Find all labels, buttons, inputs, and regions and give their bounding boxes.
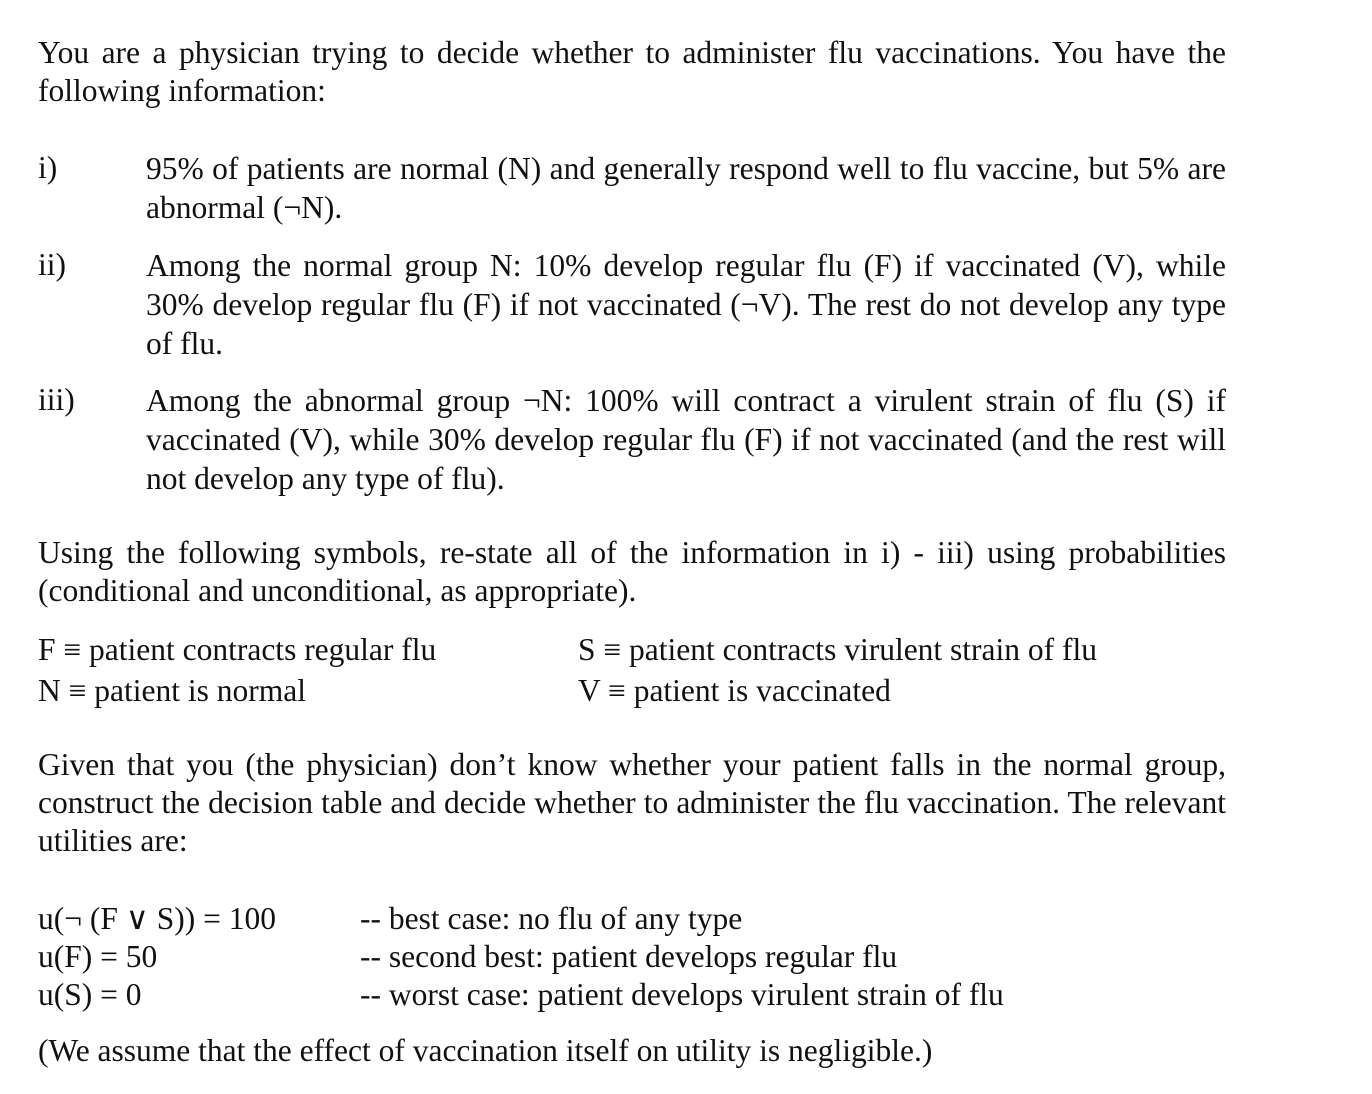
utility-desc-worst: -- worst case: patient develops virulent strain of flu	[360, 977, 1004, 1012]
item-number-3: iii)	[38, 382, 75, 417]
symbol-V-definition: V ≡ patient is vaccinated	[578, 673, 891, 708]
item-text-2: Among the normal group N: 10% develop regular flu (F) if vaccinated (V), while 30% develop regular flu (F) if not vaccinated (¬V). The rest do not develop any type of flu.	[146, 248, 1226, 361]
utility-expr-best: u(¬ (F ∨ S)) = 100	[38, 901, 276, 936]
utility-expr-worst: u(S) = 0	[38, 977, 142, 1012]
item-text-1: 95% of patients are normal (N) and generally respond well to flu vaccine, but 5% are abnormal (¬N).	[146, 151, 1226, 225]
symbol-S-definition: S ≡ patient contracts virulent strain of flu	[578, 632, 1098, 667]
instruction-paragraph: Using the following symbols, re-state all of the information in i) - iii) using probabilities (conditional and unconditional, as appropriate).	[38, 535, 1226, 608]
assumption-note: (We assume that the effect of vaccination itself on utility is negligible.)	[38, 1033, 933, 1068]
item-number-1: i)	[38, 150, 58, 185]
item-text-3: Among the abnormal group ¬N: 100% will contract a virulent strain of flu (S) if vaccinated (V), while 30% develop regular flu (F) if not vaccinated (and the rest will not develop any type of flu).	[146, 383, 1226, 496]
item-number-2: ii)	[38, 247, 66, 282]
utility-desc-best: -- best case: no flu of any type	[360, 901, 743, 936]
utility-expr-second: u(F) = 50	[38, 939, 158, 974]
utility-desc-second: -- second best: patient develops regular flu	[360, 939, 898, 974]
symbol-N-definition: N ≡ patient is normal	[38, 673, 306, 708]
symbol-F-definition: F ≡ patient contracts regular flu	[38, 632, 437, 667]
question-paragraph: Given that you (the physician) don’t know whether your patient falls in the normal group, construct the decision table and decide whether to administer the flu vaccination. The relevant utilities are:	[38, 747, 1226, 858]
intro-paragraph: You are a physician trying to decide whether to administer flu vaccinations. You have the following information:	[38, 35, 1226, 108]
